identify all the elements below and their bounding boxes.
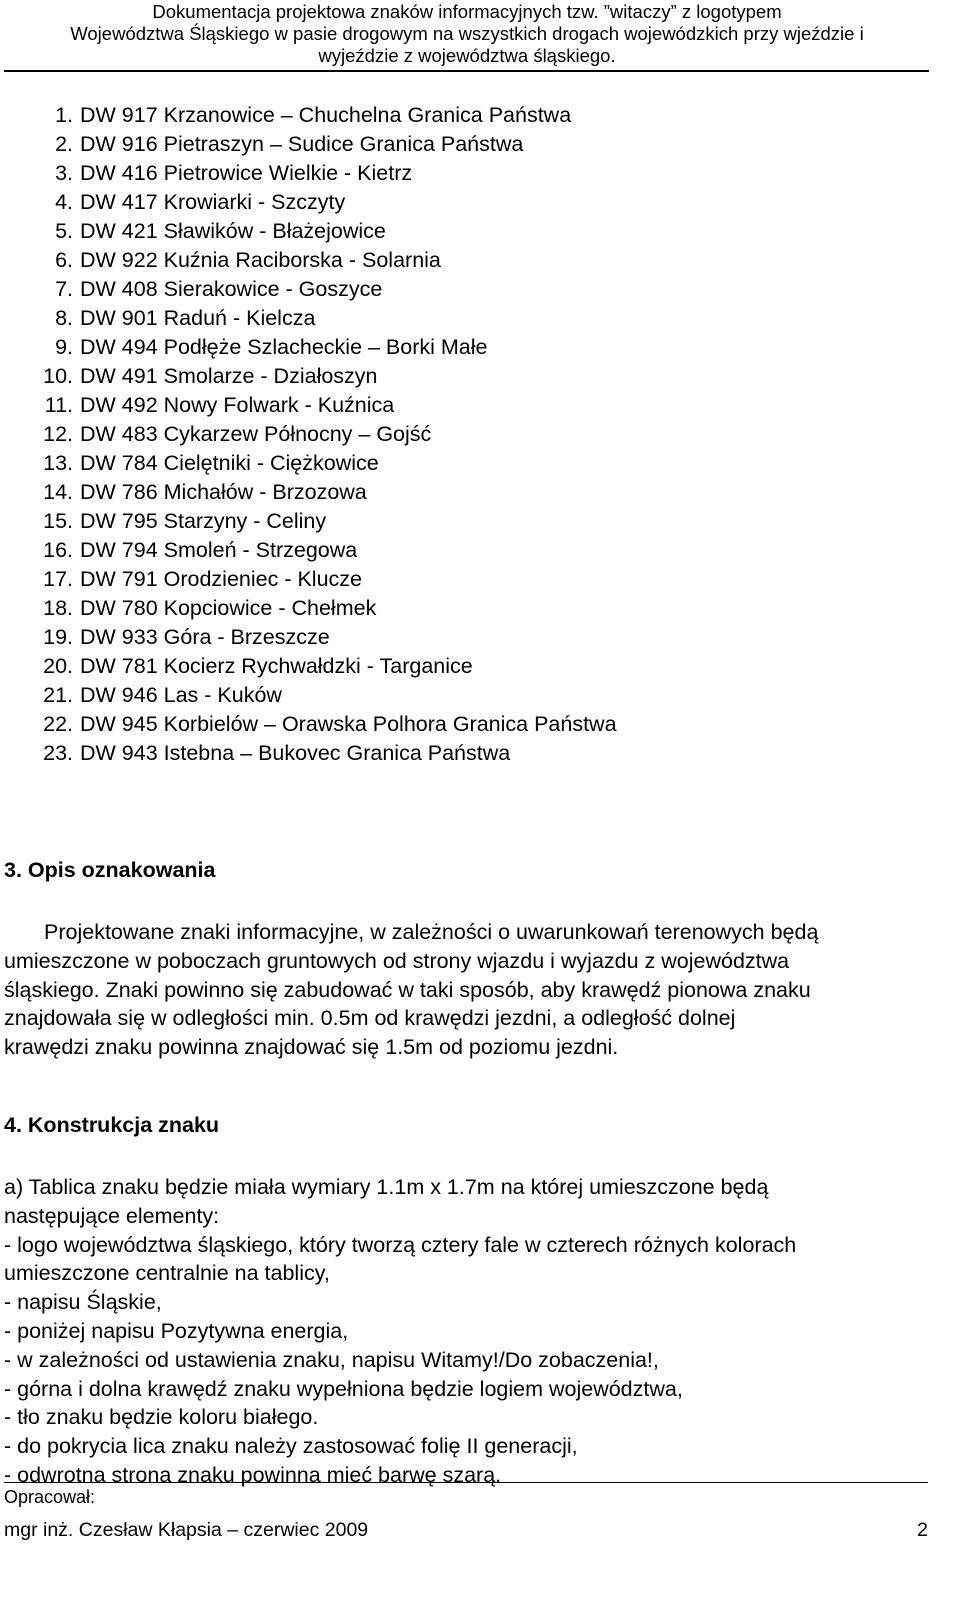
road-list-text: DW 917 Krzanowice – Chuchelna Granica Państwa <box>80 103 572 127</box>
road-list-number: 7. <box>55 277 73 301</box>
road-list-number: 21. <box>43 683 73 707</box>
road-list-item <box>30 391 617 420</box>
road-list-number: 10. <box>43 364 73 388</box>
road-list-item <box>30 681 617 710</box>
road-list-text: DW 945 Korbielów – Orawska Polhora Granica Państwa <box>80 712 617 736</box>
road-list-item <box>30 333 617 362</box>
road-list-text: DW 786 Michałów - Brzozowa <box>80 480 367 504</box>
road-list-item <box>30 217 617 246</box>
road-list-text: DW 492 Nowy Folwark - Kuźnica <box>80 393 395 417</box>
paragraph-line: - górna i dolna krawędź znaku wypełniona będzie logiem województwa, <box>4 1376 683 1401</box>
road-list-item <box>30 478 617 507</box>
page-footer <box>4 1482 928 1613</box>
road-list-text: DW 421 Sławików - Błażejowice <box>80 219 386 243</box>
road-list-number: 4. <box>55 190 73 214</box>
road-list-item <box>30 449 617 478</box>
road-list-number: 22. <box>43 712 73 736</box>
road-list-text: DW 781 Kocierz Rychwałdzki - Targanice <box>80 654 473 678</box>
road-list-item <box>30 130 617 159</box>
road-list-item <box>30 420 617 449</box>
road-list-number: 9. <box>55 335 73 359</box>
page-number: 2 <box>917 1519 928 1541</box>
paragraph-line: a) Tablica znaku będzie miała wymiary 1.1m x 1.7m na której umieszczone będą <box>4 1175 769 1199</box>
road-list-number: 19. <box>43 625 73 649</box>
road-list-item <box>30 536 617 565</box>
road-list-text: DW 494 Podłęże Szlacheckie – Borki Małe <box>80 335 488 359</box>
road-list-text: DW 933 Góra - Brzeszcze <box>80 625 330 649</box>
road-list-item <box>30 565 617 594</box>
road-list-text: DW 901 Raduń - Kielcza <box>80 306 316 330</box>
road-list-item <box>30 623 617 652</box>
paragraph-line: - poniżej napisu Pozytywna energia, <box>4 1318 349 1343</box>
road-list-item <box>30 188 617 217</box>
road-list-number: 2. <box>55 132 73 156</box>
paragraph-line: umieszczone centralnie na tablicy, <box>4 1261 330 1286</box>
road-list-item <box>30 275 617 304</box>
road-list-item <box>30 159 617 188</box>
road-list-item <box>30 304 617 333</box>
road-list-item <box>30 652 617 681</box>
road-list-number: 5. <box>55 219 73 243</box>
paragraph-line: umieszczone w poboczach gruntowych od strony wjazdu i wyjazdu z województwa <box>4 948 790 973</box>
road-list-item <box>30 507 617 536</box>
header-line-3: wyjeździe z województwa śląskiego. <box>318 45 616 66</box>
paragraph-line: krawędzi znaku powinna znajdować się 1.5m od poziomu jezdni. <box>4 1035 619 1060</box>
paragraph-line: - w zależności od ustawienia znaku, napisu Witamy!/Do zobaczenia!, <box>4 1347 659 1372</box>
road-list-number: 15. <box>43 509 73 533</box>
road-list-text: DW 946 Las - Kuków <box>80 683 282 707</box>
section-4-heading: 4. Konstrukcja znaku <box>4 1113 220 1137</box>
road-list-number: 11. <box>44 393 73 417</box>
paragraph-line: śląskiego. Znaki powinno się zabudować w taki sposób, aby krawędź pionowa znaku <box>4 977 811 1002</box>
road-list-text: DW 780 Kopciowice - Chełmek <box>80 596 377 620</box>
road-list-text: DW 483 Cykarzew Północny – Gojść <box>80 422 432 446</box>
page-header <box>0 0 934 67</box>
road-list-number: 13. <box>43 451 73 475</box>
road-list-number: 18. <box>43 596 73 620</box>
paragraph-line: - napisu Śląskie, <box>4 1290 162 1315</box>
header-divider <box>4 70 929 72</box>
paragraph-line: - odwrotna strona znaku powinna mieć barwę szarą. <box>4 1462 502 1487</box>
road-list-item <box>30 710 617 739</box>
road-list-number: 14. <box>43 480 73 504</box>
road-list-number: 17. <box>43 567 73 591</box>
road-list-text: DW 943 Istebna – Bukovec Granica Państwa <box>80 741 511 765</box>
road-list-text: DW 794 Smoleń - Strzegowa <box>80 538 358 562</box>
section-4-body <box>4 1173 932 1490</box>
road-list-text: DW 491 Smolarze - Działoszyn <box>80 364 378 388</box>
road-list-text: DW 791 Orodzieniec - Klucze <box>80 567 362 591</box>
paragraph-line: - logo województwa śląskiego, który tworzą cztery fale w czterech różnych kolorach <box>4 1232 797 1257</box>
road-list-item <box>30 362 617 391</box>
road-list-text: DW 416 Pietrowice Wielkie - Kietrz <box>80 161 413 185</box>
road-list-item <box>30 101 617 130</box>
road-list-number: 20. <box>43 654 73 678</box>
footer-author: mgr inż. Czesław Kłapsia – czerwiec 2009 <box>4 1519 369 1541</box>
road-list-number: 3. <box>55 161 73 185</box>
paragraph-line: - do pokrycia lica znaku należy zastosować folię II generacji, <box>4 1434 578 1459</box>
paragraph-line: znajdowała się w odległości min. 0.5m od krawędzi jezdni, a odległość dolnej <box>4 1006 736 1031</box>
road-list-item <box>30 739 617 768</box>
road-list-number: 16. <box>43 538 73 562</box>
paragraph-line: Projektowane znaki informacyjne, w zależności o uwarunkowań terenowych będą <box>44 920 819 944</box>
paragraph-line: - tło znaku będzie koloru białego. <box>4 1405 319 1430</box>
road-list-text: DW 916 Pietraszyn – Sudice Granica Państwa <box>80 132 524 156</box>
road-list-number: 8. <box>55 306 73 330</box>
header-line-2: Województwa Śląskiego w pasie drogowym na wszystkich drogach wojewódzkich przy wjeździe i <box>70 23 864 44</box>
header-line-1: Dokumentacja projektowa znaków informacyjnych tzw. ”witaczy” z logotypem <box>152 1 782 22</box>
road-list-item <box>30 246 617 275</box>
road-list-text: DW 795 Starzyny - Celiny <box>80 509 327 533</box>
road-list-text: DW 408 Sierakowice - Goszyce <box>80 277 383 301</box>
road-list-number: 6. <box>55 248 73 272</box>
road-list-number: 23. <box>43 741 73 765</box>
section-3-body <box>4 918 932 1062</box>
paragraph-line: następujące elementy: <box>4 1203 220 1228</box>
road-list-number: 12. <box>43 422 73 446</box>
road-list-text: DW 922 Kuźnia Raciborska - Solarnia <box>80 248 441 272</box>
road-list <box>30 101 617 768</box>
footer-label: Opracował: <box>4 1487 96 1507</box>
road-list-text: DW 417 Krowiarki - Szczyty <box>80 190 346 214</box>
road-list-text: DW 784 Cielętniki - Ciężkowice <box>80 451 379 475</box>
road-list-number: 1. <box>55 103 73 127</box>
section-3-heading: 3. Opis oznakowania <box>4 858 216 882</box>
road-list-item <box>30 594 617 623</box>
